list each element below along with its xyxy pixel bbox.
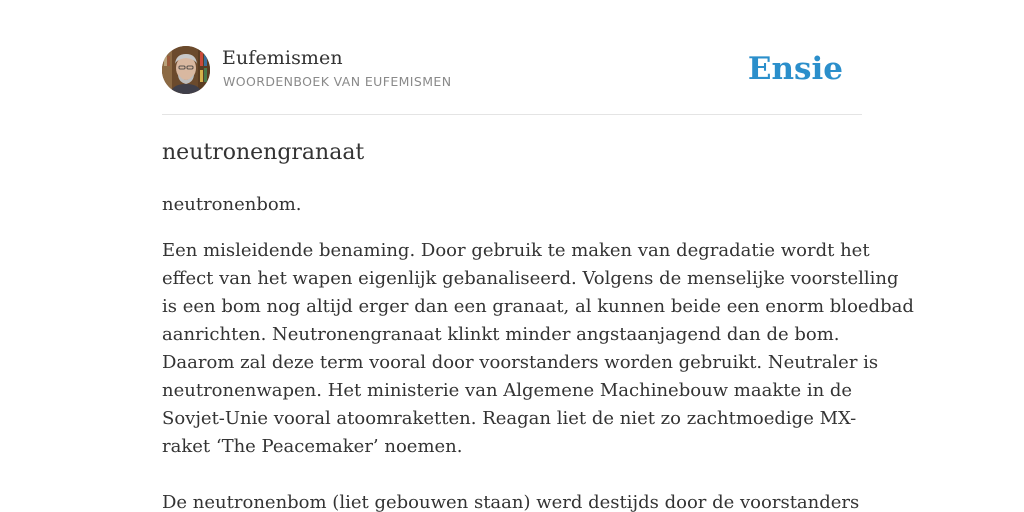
author-avatar[interactable] bbox=[162, 46, 210, 94]
body-line: effect van het wapen eigenlijk gebanaliseerd. Volgens de menselijke voorstelling bbox=[162, 268, 899, 289]
entry-definition: neutronenbom. bbox=[162, 194, 302, 215]
author-photo-icon bbox=[162, 46, 210, 94]
brand-logo[interactable]: Ensie bbox=[747, 51, 843, 87]
body-line: Een misleidende benaming. Door gebruik te maken van degradatie wordt het bbox=[162, 240, 870, 261]
paragraph-gap bbox=[162, 461, 862, 489]
body-line: Sovjet-Unie vooral atoomraketten. Reagan liet de niet zo zachtmoedige MX- bbox=[162, 408, 857, 429]
body-line: Daarom zal deze term vooral door voorstanders worden gebruikt. Neutraler is bbox=[162, 352, 879, 373]
author-name[interactable]: Eufemismen bbox=[222, 47, 343, 69]
body-line: neutronenwapen. Het ministerie van Algemene Machinebouw maakte in de bbox=[162, 380, 853, 401]
body-line: raket ‘The Peacemaker’ noemen. bbox=[162, 436, 463, 457]
entry-body bbox=[162, 237, 914, 512]
body-line: is een bom nog altijd erger dan een granaat, al kunnen beide een enorm bloedbad bbox=[162, 296, 914, 317]
body-line: De neutronenbom (liet gebouwen staan) werd destijds door de voorstanders bbox=[162, 492, 860, 512]
body-line: aanrichten. Neutronengranaat klinkt minder angstaanjagend dan de bom. bbox=[162, 324, 840, 345]
entry-title: neutronengranaat bbox=[162, 140, 365, 165]
header bbox=[162, 46, 862, 115]
author-subtitle[interactable]: WOORDENBOEK VAN EUFEMISMEN bbox=[223, 74, 452, 89]
